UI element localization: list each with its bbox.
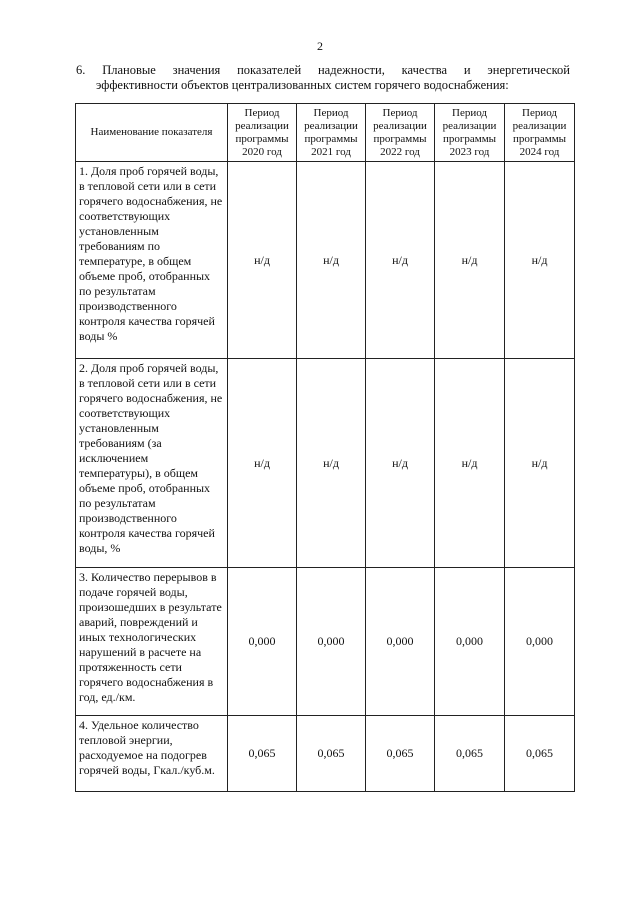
indicator-name: 4. Удельное количество тепловой энергии, расходуемое на подогрев горячей воды, Гкал./куб.м. [76, 716, 228, 792]
value-cell: н/д [297, 162, 366, 359]
table-row [76, 716, 575, 792]
value-cell: н/д [366, 359, 435, 568]
value-cell: н/д [435, 162, 505, 359]
indicator-name: 3. Количество перерывов в подаче горячей воды, произошедших в результате аварий, повреждений и иных технологических нарушений в расчете на протяженность сети горячего водоснабжения в год, ед./км. [76, 568, 228, 716]
heading-word: энергетической [487, 63, 570, 77]
heading-word: Плановые [102, 63, 156, 77]
value-cell: 0,000 [366, 568, 435, 716]
value-cell: н/д [505, 359, 575, 568]
indicators-table [75, 103, 575, 792]
value-cell: 0,000 [505, 568, 575, 716]
header-2023: Период реализации программы 2023 год [435, 104, 505, 162]
heading-word: показателей [237, 63, 302, 77]
heading-word: и [463, 63, 471, 77]
value-cell: 0,065 [366, 716, 435, 792]
value-cell: 0,000 [228, 568, 297, 716]
value-cell: н/д [435, 359, 505, 568]
value-cell: 0,000 [297, 568, 366, 716]
table-row [76, 162, 575, 359]
heading-word: качества [401, 63, 448, 77]
heading-word: значения [172, 63, 221, 77]
header-2022: Период реализации программы 2022 год [366, 104, 435, 162]
heading-word: 6. [76, 63, 86, 77]
section-heading-line2: эффективности объектов централизованных систем горячего водоснабжения: [96, 78, 509, 92]
header-2024: Период реализации программы 2024 год [505, 104, 575, 162]
table-row [76, 359, 575, 568]
value-cell: 0,065 [297, 716, 366, 792]
header-2020: Период реализации программы 2020 год [228, 104, 297, 162]
value-cell: н/д [228, 359, 297, 568]
page-number: 2 [317, 39, 323, 53]
value-cell: 0,065 [435, 716, 505, 792]
section-heading-line1 [76, 63, 570, 78]
indicator-name: 2. Доля проб горячей воды, в тепловой сети или в сети горячего водоснабжения, не соответствующих установленным требованиям (за исключением температуры), в общем объеме проб, отобранных по результатам производственного контроля качества горячей воды, % [76, 359, 228, 568]
header-indicator-name: Наименование показателя [76, 104, 228, 162]
value-cell: н/д [228, 162, 297, 359]
table-header-row [76, 104, 575, 162]
section-heading [76, 63, 570, 93]
value-cell: н/д [297, 359, 366, 568]
value-cell: н/д [505, 162, 575, 359]
table-row [76, 568, 575, 716]
value-cell: н/д [366, 162, 435, 359]
value-cell: 0,000 [435, 568, 505, 716]
value-cell: 0,065 [505, 716, 575, 792]
heading-word: надежности, [317, 63, 385, 77]
header-2021: Период реализации программы 2021 год [297, 104, 366, 162]
value-cell: 0,065 [228, 716, 297, 792]
indicator-name: 1. Доля проб горячей воды, в тепловой сети или в сети горячего водоснабжения, не соответствующих установленным требованиям по температуре, в общем объеме проб, отобранных по результатам производственного контроля качества горячей воды % [76, 162, 228, 359]
